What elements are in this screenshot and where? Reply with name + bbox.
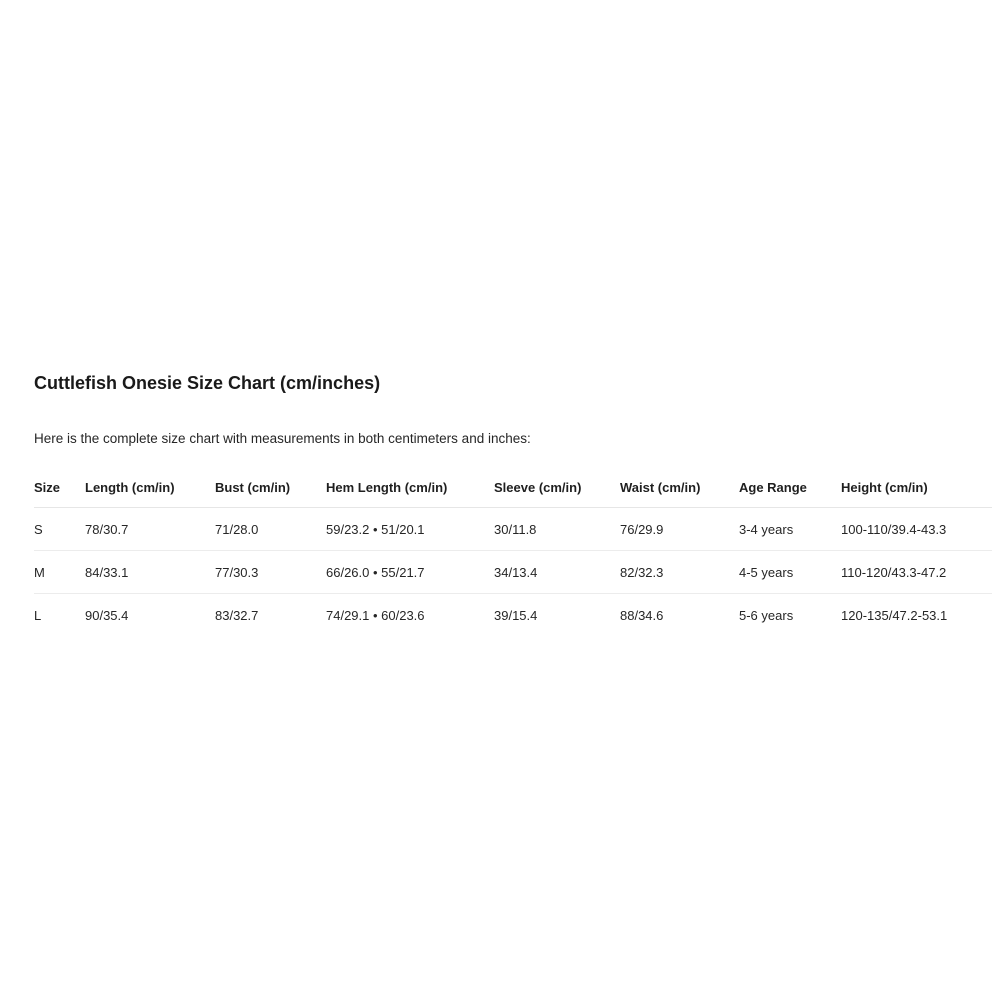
cell-hem-length: 66/26.0 • 55/21.7 [326,551,494,594]
cell-waist: 76/29.9 [620,508,739,551]
column-header-size: Size [34,468,85,508]
cell-sleeve: 30/11.8 [494,508,620,551]
cell-age-range: 3-4 years [739,508,841,551]
cell-age-range: 4-5 years [739,551,841,594]
cell-length: 90/35.4 [85,607,129,623]
cell-hem-length: 59/23.2 • 51/20.1 [326,508,494,551]
cell-height: 100-110/39.4-43.3 [841,508,992,551]
cell-bust: 77/30.3 [215,551,326,594]
column-header-hem-length: Hem Length (cm/in) [326,468,494,508]
cell-hem-length: 74/29.1 • 60/23.6 [326,607,425,623]
column-header-waist: Waist (cm/in) [620,468,739,508]
cell-length: 78/30.7 [85,508,215,551]
cell-size: S [34,508,85,551]
intro-text: Here is the complete size chart with measurements in both centimeters and inches: [34,431,531,446]
table-row [34,594,992,637]
table-header-row [34,468,992,508]
table-row [34,551,992,594]
cell-height: 110-120/43.3-47.2 [841,551,992,594]
cell-waist: 82/32.3 [620,551,739,594]
cell-height: 120-135/47.2-53.1 [841,607,948,623]
cell-sleeve: 34/13.4 [494,551,620,594]
cell-waist: 88/34.6 [620,607,664,623]
cell-sleeve: 39/15.4 [494,607,538,623]
cell-size: M [34,551,85,594]
cell-age-range: 5-6 years [739,607,794,623]
cell-bust: 71/28.0 [215,508,326,551]
table-row [34,508,992,551]
cell-bust: 83/32.7 [215,607,259,623]
cell-length: 84/33.1 [85,551,215,594]
page-title: Cuttlefish Onesie Size Chart (cm/inches) [34,373,381,393]
cell-size: L [34,607,42,623]
column-header-length: Length (cm/in) [85,468,215,508]
document-content [34,370,992,636]
column-header-sleeve: Sleeve (cm/in) [494,468,620,508]
column-header-age-range: Age Range [739,468,841,508]
size-chart-table [34,468,992,636]
column-header-bust: Bust (cm/in) [215,468,326,508]
column-header-height: Height (cm/in) [841,468,992,508]
